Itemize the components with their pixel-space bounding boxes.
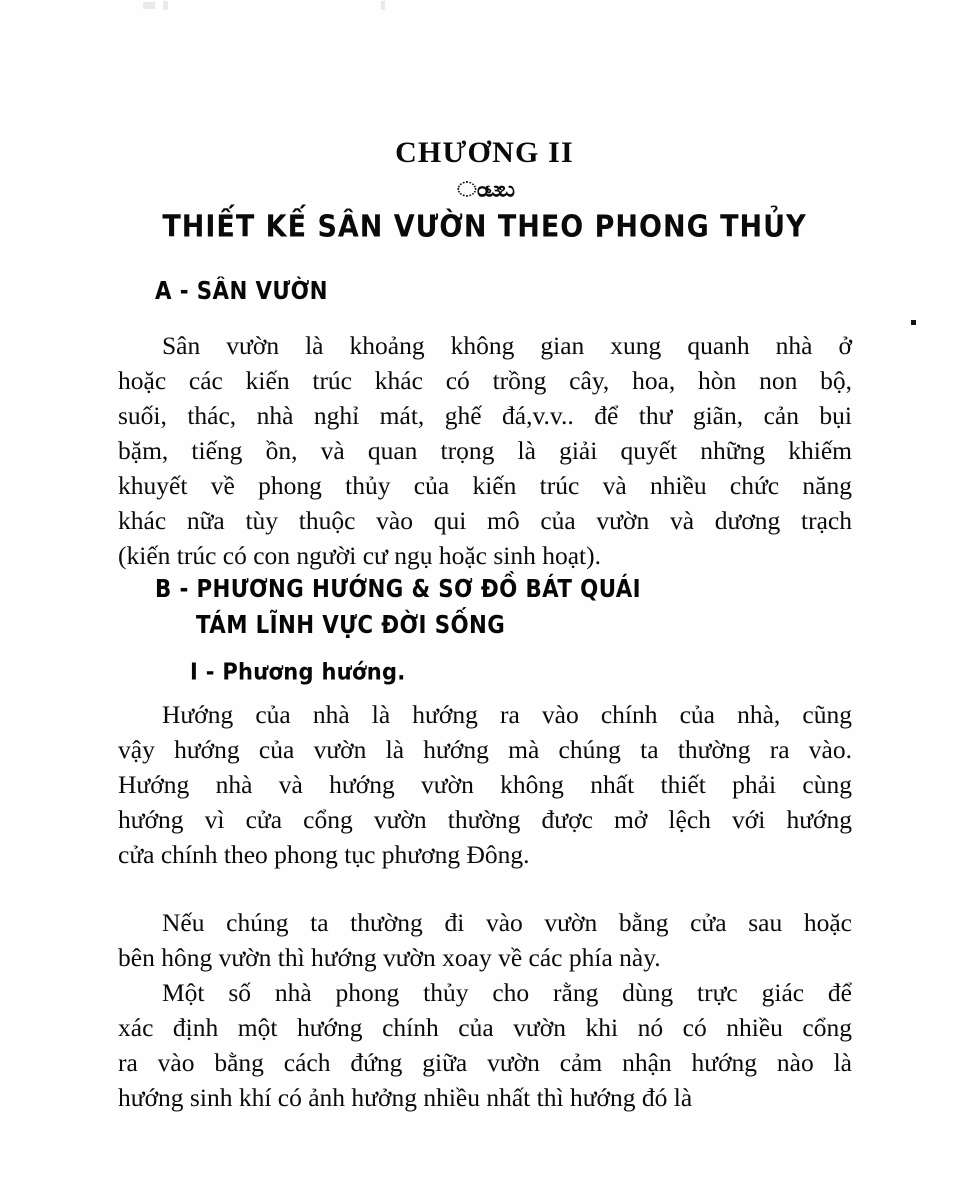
- text-line: hướng sinh khí có ảnh hưởng nhiều nhất thì hướng đó là: [118, 1083, 693, 1112]
- text-line: cửa chính theo phong tục phương Đông.: [118, 840, 530, 869]
- text-line: hoặc các kiến trúc khác có trồng cây, hoa, hòn non bộ,: [118, 366, 852, 395]
- scan-speck: [143, 2, 155, 9]
- paragraph-huong-cua-nha: [118, 697, 852, 872]
- text-line: Sân vườn là khoảng không gian xung quanh nhà ở: [162, 331, 852, 360]
- chapter-title: THIẾT KẾ SÂN VƯỜN THEO PHONG THỦY: [162, 209, 807, 245]
- text-line: suối, thác, nhà nghỉ mát, ghế đá,v.v.. để thư giãn, cản bụi: [118, 401, 852, 430]
- paragraph-san-vuon: [118, 328, 852, 573]
- text-line: bên hông vườn thì hướng vườn xoay về các phía này.: [118, 943, 661, 972]
- text-line: Hướng nhà và hướng vườn không nhất thiết phải cùng: [118, 770, 852, 799]
- subsection-heading-phuong-huong: I - Phương hướng.: [190, 658, 406, 685]
- text-line: Một số nhà phong thủy cho rằng dùng trực giác để: [162, 978, 852, 1007]
- text-line: bặm, tiếng ồn, và quan trọng là giải quyết những khiếm: [118, 436, 852, 465]
- text-line: xác định một hướng chính của vườn khi nó có nhiều cổng: [118, 1013, 852, 1042]
- text-line: ra vào bằng cách đứng giữa vườn cảm nhận hướng nào là: [118, 1048, 852, 1077]
- paragraph-mot-so-nha-phong-thuy: [118, 975, 852, 1115]
- section-heading-a: A - SÂN VƯỜN: [155, 277, 328, 306]
- text-line: hướng vì cửa cổng vườn thường được mở lệch với hướng: [118, 805, 852, 834]
- text-line: vậy hướng của vườn là hướng mà chúng ta thường ra vào.: [118, 735, 852, 764]
- ornament-divider-icon: ಂಟಬ: [456, 177, 513, 202]
- text-line: khác nữa tùy thuộc vào qui mô của vườn và dương trạch: [118, 506, 852, 535]
- chapter-number: CHƯƠNG II: [395, 136, 574, 169]
- text-line: (kiến trúc có con người cư ngụ hoặc sinh hoạt).: [118, 541, 601, 570]
- scan-speck: [911, 320, 916, 325]
- section-heading-b-line-1: B - PHƯƠNG HƯỚNG & SƠ ĐỒ BÁT QUÁI: [155, 575, 642, 604]
- scan-speck: [163, 1, 168, 10]
- text-line: Nếu chúng ta thường đi vào vườn bằng cửa sau hoặc: [162, 908, 852, 937]
- paragraph-neu-chung-ta: [118, 905, 852, 975]
- section-heading-b-line-2: TÁM LĨNH VỰC ĐỜI SỐNG: [196, 611, 506, 640]
- text-line: Hướng của nhà là hướng ra vào chính của nhà, cũng: [162, 700, 852, 729]
- text-line: khuyết về phong thủy của kiến trúc và nhiều chức năng: [118, 471, 852, 500]
- chapter-heading-block: [0, 136, 969, 245]
- scan-speck: [381, 1, 385, 10]
